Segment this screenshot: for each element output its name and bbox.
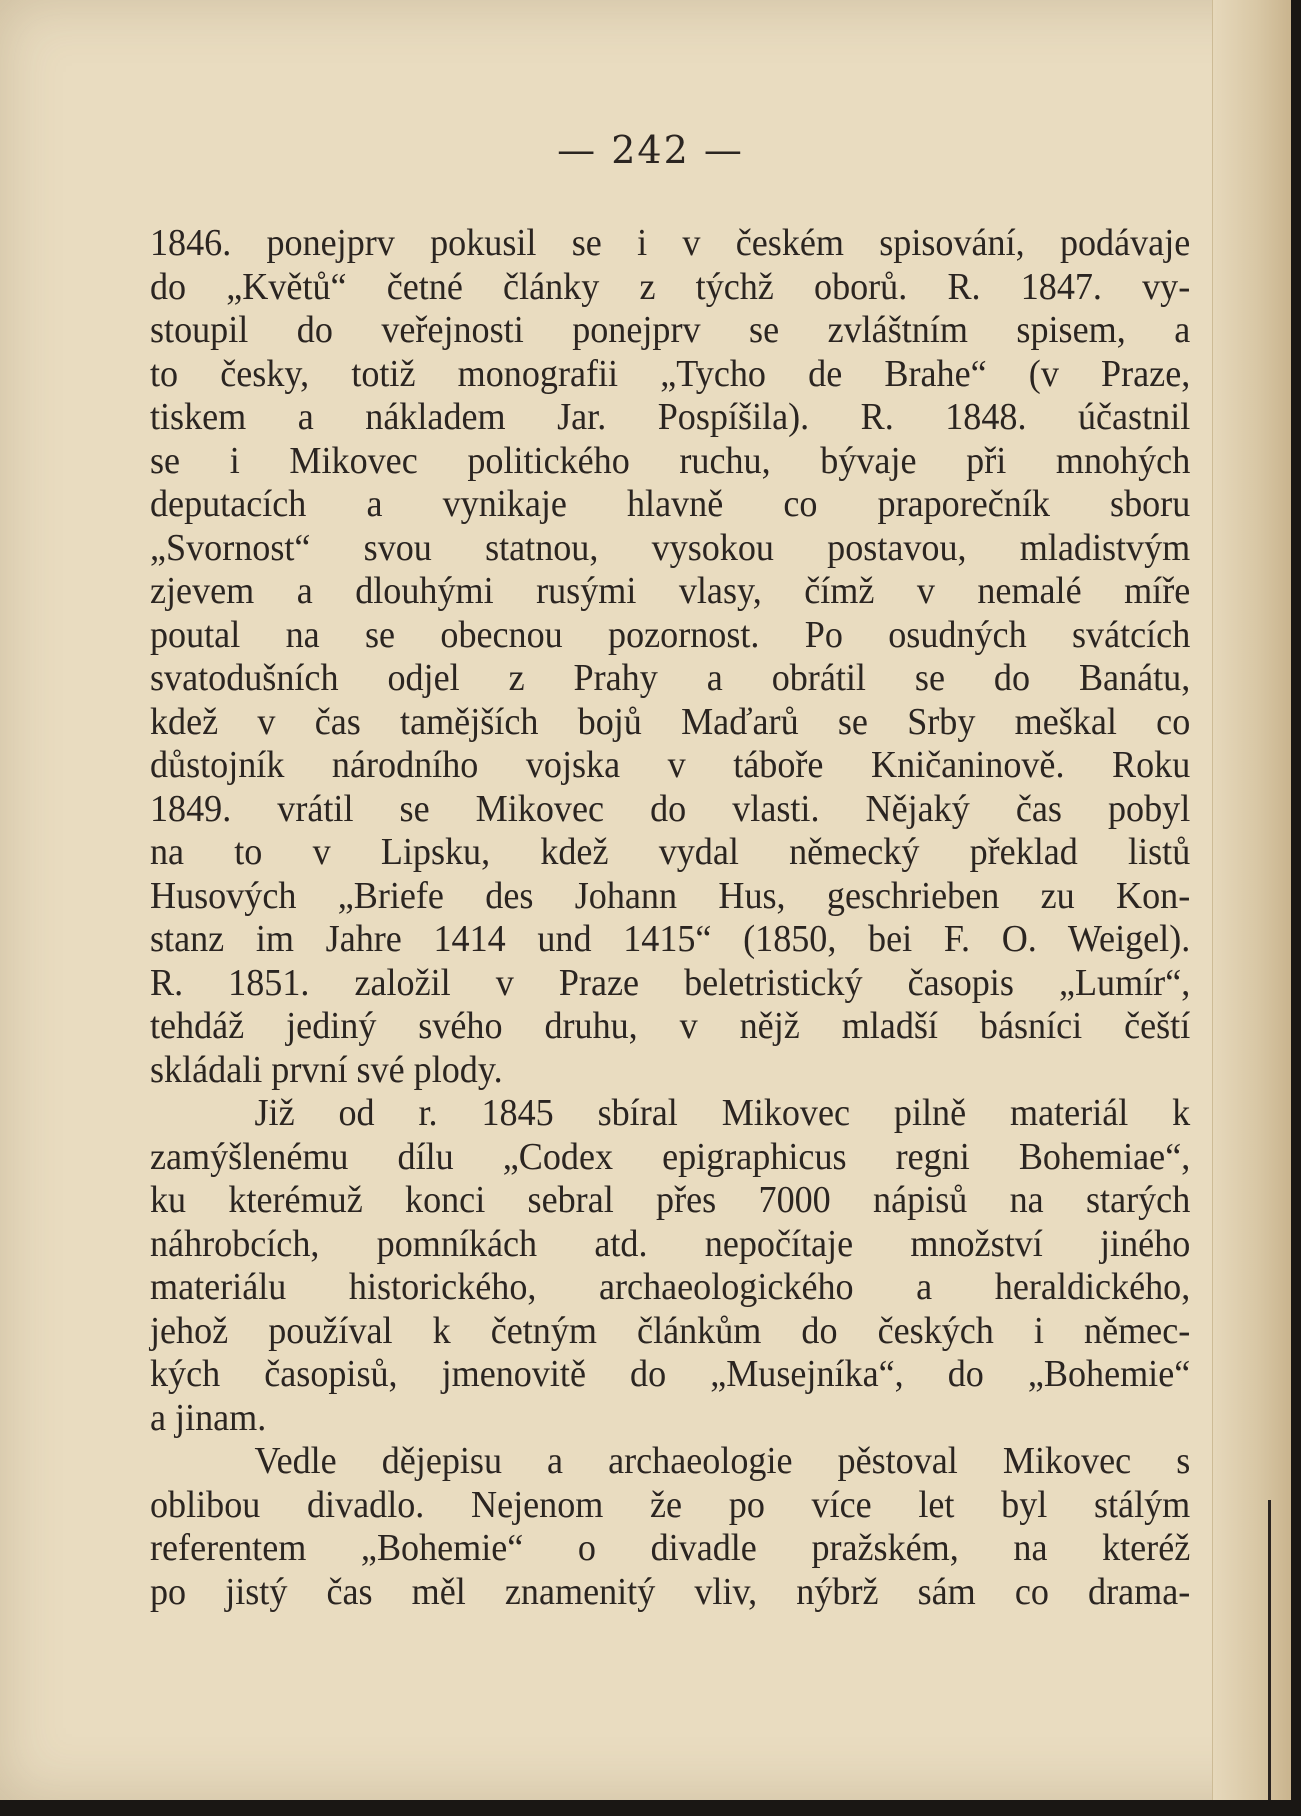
text-line: deputacích a vynikaje hlavně co praporečník sboru — [150, 483, 1191, 525]
text-line: stoupil do veřejnosti ponejprv se zvláštním spisem, a — [150, 309, 1191, 351]
text-line: náhrobcích, pomníkách atd. nepočítaje množství jiného — [150, 1222, 1191, 1265]
text-line: na to v Lipsku, kdež vydal německý překlad listů — [150, 831, 1191, 873]
page-gutter-edge — [1212, 0, 1291, 1800]
binding-edge-line — [1268, 1500, 1271, 1800]
text-line: Vedle dějepisu a archaeologie pěstoval Mikovec s — [254, 1440, 1191, 1482]
text-line: do „Květů“ četné články z týchž oborů. R. 1847. vy- — [150, 265, 1191, 308]
text-line: zamýšlenému dílu „Codex epigraphicus regni Bohemiae“, — [150, 1135, 1191, 1178]
text-line: oblibou divadlo. Nejenom že po více let byl stálým — [150, 1483, 1191, 1526]
text-line: materiálu historického, archaeologického a heraldického, — [150, 1266, 1191, 1308]
text-line: R. 1851. založil v Praze beletristický časopis „Lumír“, — [150, 961, 1191, 1004]
text-line: to česky, totiž monografii „Tycho de Brahe“ (v Praze, — [150, 352, 1191, 395]
text-line: se i Mikovec politického ruchu, bývaje při mnohých — [150, 439, 1191, 482]
text-line: svatodušních odjel z Prahy a obrátil se do Banátu, — [150, 657, 1191, 699]
text-line: referentem „Bohemie“ o divadle pražském, na kteréž — [150, 1527, 1191, 1569]
text-line: Husových „Briefe des Johann Hus, geschrieben zu Kon- — [150, 874, 1191, 917]
text-line: důstojník národního vojska v táboře Kničaninově. Roku — [150, 744, 1191, 786]
text-line: po jistý čas měl znamenitý vliv, nýbrž sám co drama- — [150, 1570, 1191, 1613]
text-line: poutal na se obecnou pozornost. Po osudných svátcích — [150, 613, 1191, 656]
page-number: — 242 — — [557, 128, 744, 172]
text-line: a jinam. — [150, 1396, 267, 1439]
text-line: tiskem a nákladem Jar. Pospíšila). R. 1848. účastnil — [150, 396, 1191, 438]
text-line: kých časopisů, jmenovitě do „Musejníka“, do „Bohemie“ — [150, 1353, 1191, 1395]
text-line: 1846. ponejprv pokusil se i v českém spisování, podávaje — [150, 222, 1191, 264]
text-line: kdež v čas tamějších bojů Maďarů se Srby meškal co — [150, 700, 1191, 743]
text-line: jehož používal k četným článkům do českých i němec- — [150, 1309, 1191, 1352]
text-line: Již od r. 1845 sbíral Mikovec pilně materiál k — [254, 1092, 1191, 1134]
body-text — [150, 222, 1190, 1614]
text-line: ku kterémuž konci sebral přes 7000 nápisů na starých — [150, 1179, 1191, 1221]
text-line: 1849. vrátil se Mikovec do vlasti. Nějaký čas pobyl — [150, 787, 1191, 830]
text-line: skládali první své plody. — [150, 1048, 503, 1091]
text-line: tehdáž jediný svého druhu, v nějž mladší básníci čeští — [150, 1005, 1191, 1047]
scan-background — [0, 1800, 1301, 1816]
text-line: „Svornost“ svou statnou, vysokou postavou, mladistvým — [150, 526, 1191, 569]
text-line: zjevem a dlouhými rusými vlasy, čímž v nemalé míře — [150, 570, 1191, 612]
text-line: stanz im Jahre 1414 und 1415“ (1850, bei F. O. Weigel). — [150, 918, 1191, 960]
